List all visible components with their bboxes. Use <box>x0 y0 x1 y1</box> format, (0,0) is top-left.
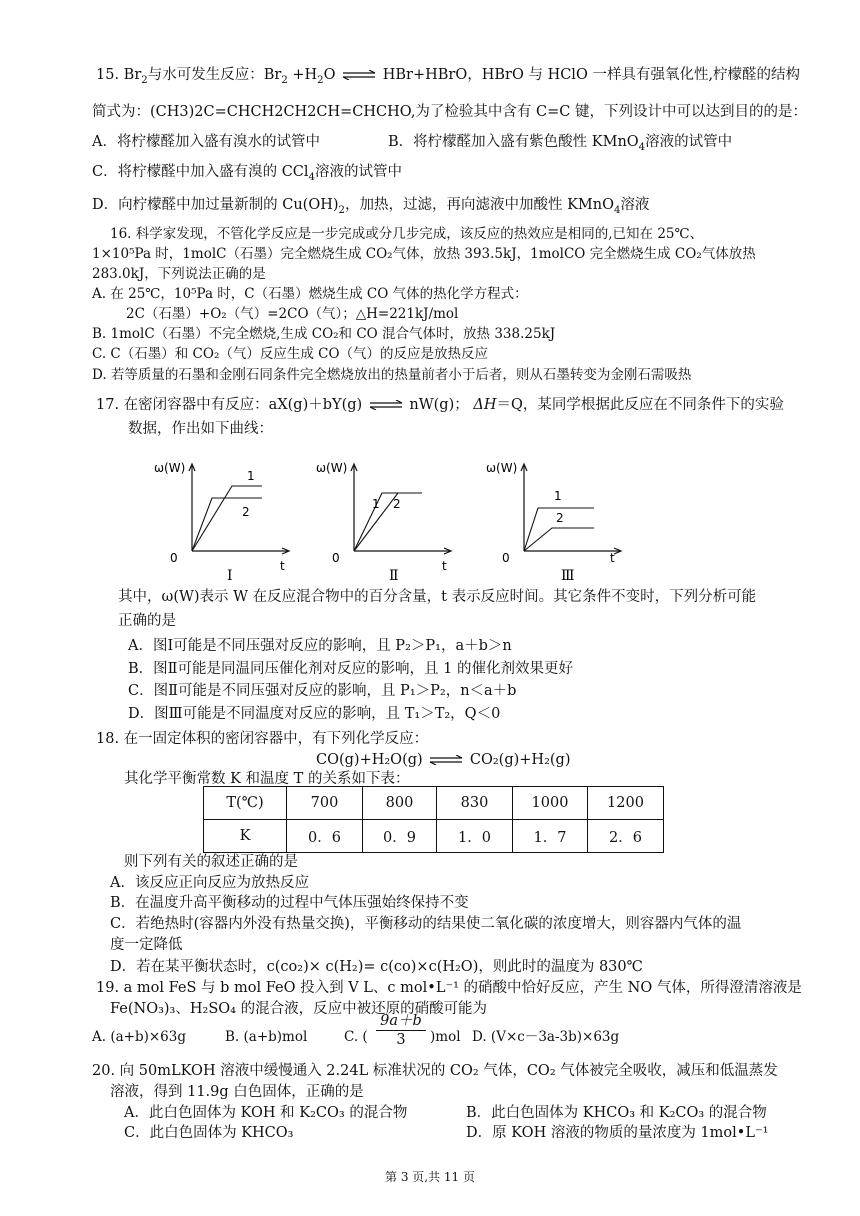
q19-option-c-fraction: 9a＋b 3 <box>376 1012 426 1049</box>
q19-option-c-tail: )mol <box>430 1029 461 1045</box>
graph-2-roman: Ⅱ <box>389 568 399 584</box>
q16-line2: 1×10⁵Pa 时，1molC（石墨）完全燃烧生成 CO₂气体，放热 393.5kJ，1molCO 完全燃烧生成 CO₂气体放热 <box>92 246 756 262</box>
q18-equation: CO(g)+H₂O(g) CO₂(g)+H₂(g) <box>316 752 571 768</box>
equilibrium-constant-table <box>203 786 664 853</box>
table-cell: 1．0 <box>437 820 513 853</box>
table-cell: 2．6 <box>588 820 664 853</box>
graph-2-xlabel: t <box>442 559 447 573</box>
q18-line1: 18. 在一固定体积的密闭容器中，有下列化学反应： <box>96 731 429 747</box>
q16-option-a-equation: 2C（石墨）+O₂（气）=2CO（气）；△H=221kJ/mol <box>126 306 459 322</box>
graph-1 <box>150 458 300 588</box>
q15-option-d: D．向柠檬醛中加过量新制的 $Cu(OH)_2$，加热，过滤，再向滤液中加酸性 KMnO$_4$溶液 <box>92 197 650 216</box>
q16-option-b: B. 1molC（石墨）不完全燃烧,生成 CO₂和 CO 混合气体时，放热 338.25kJ <box>92 326 556 342</box>
graph-3-label-2: 2 <box>556 511 564 525</box>
q18-option-c-cont: 度一定降低 <box>110 937 183 953</box>
q20-option-b: B．此白色固体为 KHCO₃ 和 K₂CO₃ 的混合物 <box>466 1105 767 1121</box>
q16-line3: 283.0kJ，下列说法正确的是 <box>92 266 266 282</box>
table-cell: 1．7 <box>513 820 588 853</box>
q18-line3: 则下列有关的叙述正确的是 <box>124 854 298 870</box>
graph-1-roman: Ⅰ <box>227 568 233 584</box>
q18-option-b: B．在温度升高平衡移动的过程中气体压强始终保持不变 <box>110 895 469 911</box>
q19-line2: Fe(NO₃)₃、H₂SO₄ 的混合液，反应中被还原的硝酸可能为 <box>110 1001 488 1017</box>
q15-option-a: A．将柠檬醛加入盛有溴水的试管中 <box>92 134 320 150</box>
q17-option-a: A．图Ⅰ可能是不同压强对反应的影响，且 P₂＞P₁，a＋b＞n <box>128 638 512 654</box>
q19-option-d: D. (V×c－3a-3b)×63g <box>472 1029 620 1045</box>
q17-line2: 数据，作出如下曲线： <box>128 421 273 437</box>
graph-2-ylabel: ω(W) <box>316 461 348 475</box>
table-cell: 700 <box>287 787 363 820</box>
q19-option-a: A. (a+b)×63g <box>92 1029 186 1045</box>
q20-option-c: C．此白色固体为 KHCO₃ <box>124 1125 294 1141</box>
graph-1-curve-1 <box>192 486 262 551</box>
q17-line1: 17. 在密闭容器中有反应：aX(g)＋bY(g) nW(g)； ΔH＝Q，某同学根据此反应在不同条件下的实验 <box>96 397 784 413</box>
q18-option-d: D．若在某平衡状态时，c(co₂)× c(H₂)= c(co)×c(H₂O)，则此时的温度为 830℃ <box>110 959 643 975</box>
graph-2 <box>312 458 462 588</box>
table-cell: K <box>204 820 287 853</box>
graph-1-label-1: 1 <box>247 469 255 483</box>
q20-option-a: A．此白色固体为 KOH 和 K₂CO₃ 的混合物 <box>124 1105 408 1121</box>
graph-1-label-2: 2 <box>242 505 250 519</box>
q17-description-line2: 正确的是 <box>118 613 176 629</box>
q18-option-a: A．该反应正向反应为放热反应 <box>110 875 309 891</box>
graph-1-curve-2 <box>192 498 262 551</box>
page-number: 第 3 页,共 11 页 <box>385 1170 475 1184</box>
q17-option-b: B．图Ⅱ可能是同温同压催化剂对反应的影响，且 1 的催化剂效果更好 <box>128 661 573 677</box>
q19-option-b: B. (a+b)mol <box>225 1029 308 1045</box>
graph-3-origin: 0 <box>502 551 510 565</box>
q17-option-c: C．图Ⅱ可能是不同压强对反应的影响，且 P₁＞P₂，n＜a＋b <box>128 683 517 699</box>
graph-2-origin: 0 <box>332 551 340 565</box>
table-cell: 0．9 <box>363 820 437 853</box>
q15-option-c: C．将柠檬醛中加入盛有溴的 CCl$_4$溶液的试管中 <box>92 164 402 183</box>
graph-1-xlabel: t <box>280 559 285 573</box>
q16-option-a: A. 在 25℃，10⁵Pa 时，C（石墨）燃烧生成 CO 气体的热化学方程式： <box>92 286 528 302</box>
q19-line1: 19. a mol FeS 与 b mol FeO 投入到 V L、c mol•L⁻¹ 的硝酸中恰好反应，产生 NO 气体，所得澄清溶液是 <box>96 980 802 996</box>
q18-option-c: C．若绝热时(容器内外没有热量交换)，平衡移动的结果使二氧化碳的浓度增大，则容器内气体的温 <box>110 916 742 932</box>
q20-line2: 溶液，得到 11.9g 白色固体，正确的是 <box>110 1084 364 1100</box>
q18-line2: 其化学平衡常数 K 和温度 T 的关系如下表： <box>124 771 410 787</box>
q19-option-c: C. ( <box>344 1029 368 1045</box>
table-cell: 1000 <box>513 787 588 820</box>
table-cell: T(℃) <box>204 787 287 820</box>
graph-2-curve-1 <box>354 493 422 551</box>
q15-line2: 简式为：(CH3)2C=CHCH2CH2CH=CHCHO,为了检验其中含有 C=C 键，下列设计中可以达到目的的是： <box>92 104 807 120</box>
q15-line1: 15. $Br_2$与水可发生反应：$Br_2 +H_2O$ HBr+HBrO，HBrO 与 HClO 一样具有强氧化性,柠檬醛的结构 <box>96 67 801 86</box>
q16-option-d: D. 若等质量的石墨和金刚石同条件完全燃烧放出的热量前者小于后者，则从石墨转变为金刚石需吸热 <box>92 367 692 383</box>
q20-option-d: D．原 KOH 溶液的物质的量浓度为 1mol•L⁻¹ <box>466 1125 769 1141</box>
graph-2-label-1: 1 <box>372 497 380 511</box>
graph-3-curve-2 <box>524 528 594 551</box>
q16-line1: 16. 科学家发现，不管化学反应是一步完成或分几步完成，该反应的热效应是相同的,已知在 25℃、 <box>110 226 704 242</box>
graph-1-ylabel: ω(W) <box>154 461 186 475</box>
q17-option-d: D．图Ⅲ可能是不同温度对反应的影响，且 T₁＞T₂，Q＜0 <box>128 706 501 722</box>
equilibrium-arrow-icon <box>369 400 403 410</box>
q16-option-c: C. C（石墨）和 CO₂（气）反应生成 CO（气）的反应是放热反应 <box>92 346 489 362</box>
equilibrium-arrow-icon <box>429 755 463 765</box>
graph-1-origin: 0 <box>170 551 178 565</box>
graph-3-roman: Ⅲ <box>561 568 575 584</box>
graph-3-label-1: 1 <box>554 489 562 503</box>
table-cell: 1200 <box>588 787 664 820</box>
graph-3 <box>482 458 632 588</box>
table-cell: 0．6 <box>287 820 363 853</box>
table-row <box>204 820 664 853</box>
table-cell: 800 <box>363 787 437 820</box>
table-cell: 830 <box>437 787 513 820</box>
graph-3-xlabel: t <box>610 551 615 565</box>
q17-description-line1: 其中，ω(W)表示 W 在反应混合物中的百分含量，t 表示反应时间。其它条件不变时，下列分析可能 <box>118 589 757 605</box>
q15-option-b: B．将柠檬醛加入盛有紫色酸性 KMnO$_4$溶液的试管中 <box>388 134 733 153</box>
table-row <box>204 787 664 820</box>
q20-line1: 20. 向 50mLKOH 溶液中缓慢通入 2.24L 标准状况的 CO₂ 气体，CO₂ 气体被完全吸收，减压和低温蒸发 <box>92 1063 778 1079</box>
graph-3-ylabel: ω(W) <box>486 461 518 475</box>
equilibrium-arrow-icon <box>342 70 376 80</box>
graph-2-label-2: 2 <box>393 497 401 511</box>
